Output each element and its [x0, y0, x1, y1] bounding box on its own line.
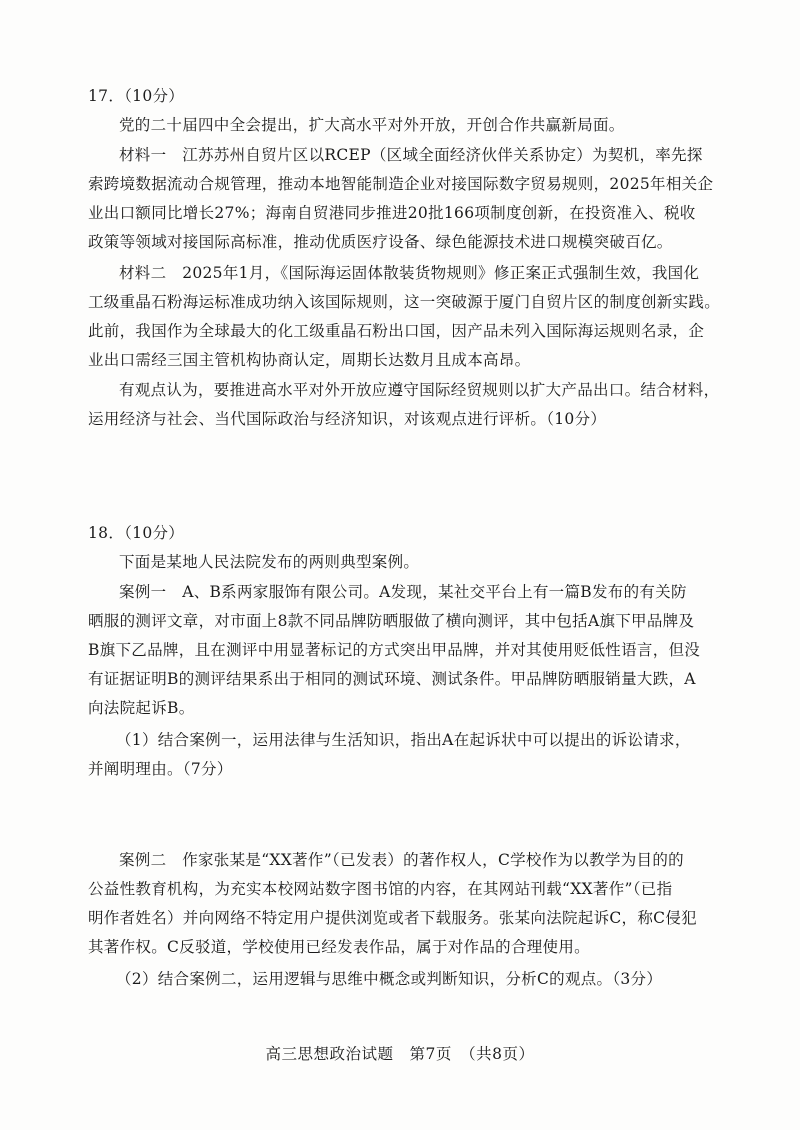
case-1-line: 晒服的测评文章，对市面上8款不同品牌防晒服做了横向测评，其中包括A旗下甲品牌及	[88, 612, 695, 630]
case-2-line: 明作者姓名）并向网络不特定用户提供浏览或者下载服务。张某向法院起诉C，称C侵犯	[88, 909, 697, 927]
case-2-line: 案例二 作家张某是“XX著作”（已发表）的著作权人，C学校作为以教学为目的的	[119, 851, 684, 869]
material-2-line: 业出口需经三国主管机构协商认定，周期长达数月且成本高昂。	[88, 351, 531, 369]
question-17-number: 17．（10分）	[88, 87, 185, 105]
material-1-line: 材料一 江苏苏州自贸片区以RCEP（区域全面经济伙伴关系协定）为契机，率先探	[119, 146, 703, 164]
case-2-line: 公益性教育机构，为充实本校网站数字图书馆的内容，在其网站刊载“XX著作”（已指	[88, 880, 673, 898]
page-footer: 高三思想政治试题 第7页 （共8页）	[265, 1045, 535, 1063]
sub-question-1: 并阐明理由。（7分）	[88, 760, 233, 778]
case-1-line: 案例一 A、B系两家服饰有限公司。A发现，某社交平台上有一篇B发布的有关防	[119, 583, 687, 601]
material-2-line: 材料二 2025年1月，《国际海运固体散装货物规则》修正案正式强制生效，我国化	[119, 264, 700, 282]
question-17-prompt: 有观点认为，要推进高水平对外开放应遵守国际经贸规则以扩大产品出口。结合材料，	[119, 381, 720, 399]
question-17-intro: 党的二十届四中全会提出，扩大高水平对外开放，开创合作共赢新局面。	[119, 116, 625, 134]
sub-question-1: （1）结合案例一，运用法律与生活知识，指出A在起诉状中可以提出的诉讼请求，	[116, 731, 691, 749]
material-2-line: 工级重晶石粉海运标准成功纳入该国际规则，这一突破源于厦门自贸片区的制度创新实践。	[88, 293, 721, 311]
material-1-line: 政策等领域对接国际高标准，推动优质医疗设备、绿色能源技术进口规模突破百亿。	[88, 233, 673, 251]
sub-question-2: （2）结合案例二，运用逻辑与思维中概念或判断知识，分析C的观点。（3分）	[116, 970, 663, 988]
case-2-line: 其著作权。C反驳道，学校使用已经发表作品，属于对作品的合理使用。	[88, 938, 590, 956]
question-18-number: 18．（10分）	[88, 524, 185, 542]
material-2-line: 此前，我国作为全球最大的化工级重晶石粉出口国，因产品未列入国际海运规则名录，企	[88, 322, 705, 340]
case-1-line: 向法院起诉B。	[88, 699, 195, 717]
material-1-line: 索跨境数据流动合规管理，推动本地智能制造企业对接国际数字贸易规则，2025年相关企	[88, 175, 714, 193]
question-17-prompt: 运用经济与社会、当代国际政治与经济知识，对该观点进行评析。（10分）	[88, 410, 607, 428]
material-1-line: 业出口额同比增长27%；海南自贸港同步推进20批166项制度创新，在投资准入、税收	[88, 204, 696, 222]
question-18-intro: 下面是某地人民法院发布的两则典型案例。	[119, 553, 420, 571]
case-1-line: 有证据证明B的测评结果系出于相同的测试环境、测试条件。甲品牌防晒服销量大跌，A	[88, 670, 696, 688]
case-1-line: B旗下乙品牌，且在测评中用显著标记的方式突出甲品牌，并对其使用贬低性语言，但没	[88, 641, 701, 659]
